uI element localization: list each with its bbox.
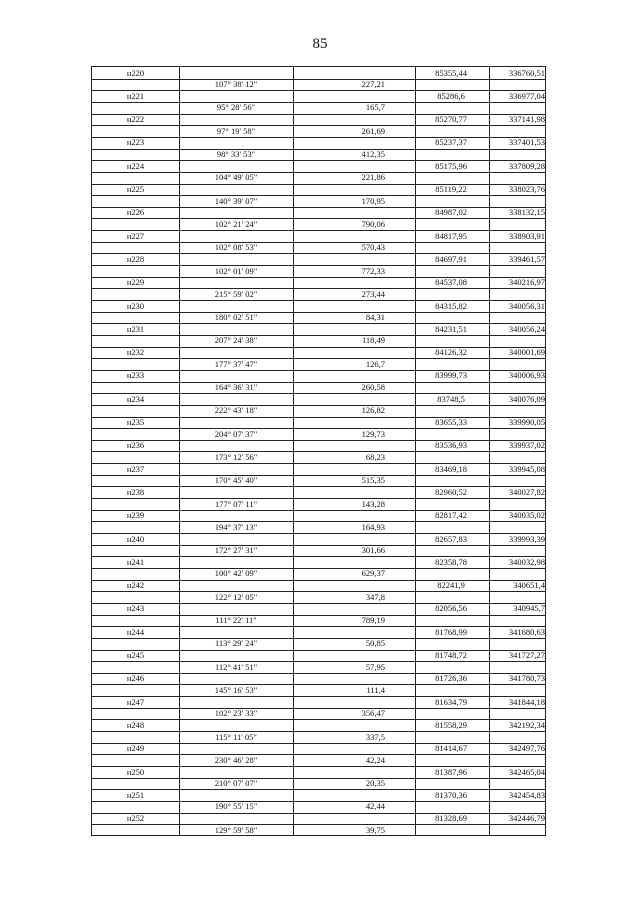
coordinate-x: 84537,08 bbox=[435, 277, 467, 288]
coordinate-y: 340076,09 bbox=[508, 393, 545, 404]
point-id: н220 bbox=[126, 67, 145, 78]
coordinate-x: 81387,96 bbox=[435, 766, 467, 777]
direction-angle: 190° 55' 15" bbox=[214, 801, 258, 812]
direction-angle: 122° 12' 05" bbox=[214, 591, 258, 602]
coordinate-y: 342497,76 bbox=[508, 743, 545, 754]
point-id: н241 bbox=[126, 556, 145, 567]
coordinate-y: 339945,08 bbox=[508, 463, 545, 474]
direction-angle: 230° 46' 28" bbox=[214, 754, 258, 765]
direction-angle: 100° 42' 09" bbox=[214, 568, 258, 579]
segment-length: 170,95 bbox=[361, 195, 385, 206]
coordinate-x: 84817,95 bbox=[435, 230, 467, 241]
point-id: н243 bbox=[126, 603, 145, 614]
direction-angle: 177° 37' 47" bbox=[214, 358, 258, 369]
point-id: н248 bbox=[126, 719, 145, 730]
segment-length: 39,75 bbox=[365, 824, 385, 835]
point-id: н236 bbox=[126, 440, 145, 451]
coordinate-y: 341780,73 bbox=[508, 673, 545, 684]
direction-angle: 102° 21' 24" bbox=[214, 218, 258, 229]
point-id: н228 bbox=[126, 253, 145, 264]
point-id: н246 bbox=[126, 673, 145, 684]
point-id: н221 bbox=[126, 90, 145, 101]
direction-angle: 172° 27' 31" bbox=[214, 545, 258, 556]
coordinate-y: 337401,53 bbox=[508, 137, 545, 148]
direction-angle: 194° 37' 13" bbox=[214, 521, 258, 532]
coordinate-y: 336760,51 bbox=[508, 67, 545, 78]
point-id: н240 bbox=[126, 533, 145, 544]
coordinate-x: 83748,5 bbox=[437, 393, 465, 404]
coordinate-y: 341680,63 bbox=[508, 626, 545, 637]
segment-length: 164,93 bbox=[361, 521, 385, 532]
coordinate-y: 340001,69 bbox=[508, 347, 545, 358]
segment-length: 570,43 bbox=[361, 242, 385, 253]
segment-length: 789,19 bbox=[361, 615, 385, 626]
segment-length: 42,24 bbox=[365, 754, 385, 765]
direction-angle: 102° 23' 33" bbox=[214, 708, 258, 719]
segment-length: 772,33 bbox=[361, 265, 385, 276]
coordinate-x: 81328,69 bbox=[435, 813, 467, 824]
coordinate-y: 337141,98 bbox=[508, 114, 545, 125]
point-id: н224 bbox=[126, 160, 145, 171]
coordinate-x: 85355,44 bbox=[435, 67, 467, 78]
point-id: н231 bbox=[126, 323, 145, 334]
point-id: н233 bbox=[126, 370, 145, 381]
point-id: н245 bbox=[126, 650, 145, 660]
coordinate-y: 340035,02 bbox=[508, 510, 545, 521]
point-id: н222 bbox=[126, 114, 145, 125]
coordinate-y: 339990,05 bbox=[508, 417, 545, 427]
direction-angle: 177° 07' 11" bbox=[214, 498, 258, 509]
coordinate-y: 340006,93 bbox=[508, 370, 545, 381]
segment-length: 227,21 bbox=[361, 79, 385, 90]
coordinate-y: 340027,82 bbox=[508, 486, 545, 497]
coordinate-x: 85237,37 bbox=[435, 137, 467, 148]
segment-length: 301,66 bbox=[361, 545, 385, 556]
coordinate-y: 338132,15 bbox=[508, 207, 545, 218]
coordinate-x: 83469,18 bbox=[435, 463, 467, 474]
coordinate-x: 82056,56 bbox=[435, 603, 467, 614]
coordinate-x: 82960,52 bbox=[435, 486, 467, 497]
coordinates-table bbox=[91, 66, 546, 836]
coordinate-x: 85286,6 bbox=[437, 90, 465, 101]
coordinate-y: 336977,04 bbox=[508, 90, 545, 101]
coordinate-x: 82358,78 bbox=[435, 556, 467, 567]
coordinate-y: 341844,18 bbox=[508, 696, 545, 707]
coordinate-x: 83655,33 bbox=[435, 417, 467, 427]
direction-angle: 140° 39' 07" bbox=[214, 195, 258, 206]
direction-angle: 210° 07' 07" bbox=[214, 778, 258, 789]
segment-length: 412,35 bbox=[361, 149, 385, 160]
coordinate-y: 340945,7 bbox=[513, 603, 545, 614]
segment-length: 515,35 bbox=[361, 475, 385, 486]
segment-length: 50,85 bbox=[365, 638, 385, 649]
point-id: н239 bbox=[126, 510, 145, 521]
direction-angle: 115° 11' 05" bbox=[215, 731, 257, 742]
coordinate-y: 338903,91 bbox=[508, 230, 545, 241]
coordinate-x: 82241,9 bbox=[437, 580, 465, 591]
point-id: н225 bbox=[126, 184, 145, 194]
point-id: н234 bbox=[126, 393, 145, 404]
segment-length: 273,44 bbox=[361, 288, 385, 299]
coordinate-y: 339461,57 bbox=[508, 253, 545, 264]
segment-length: 356,47 bbox=[361, 708, 385, 719]
direction-angle: 180° 02' 51" bbox=[214, 312, 258, 323]
point-id: н237 bbox=[126, 463, 145, 474]
coordinate-x: 82817,42 bbox=[435, 510, 467, 521]
coordinate-x: 81370,36 bbox=[435, 789, 467, 800]
coordinate-y: 340651,4 bbox=[513, 580, 545, 591]
direction-angle: 102° 01' 09" bbox=[214, 265, 258, 276]
coordinate-x: 84231,51 bbox=[435, 323, 467, 334]
point-id: н229 bbox=[126, 277, 145, 288]
coordinate-x: 81726,36 bbox=[435, 673, 467, 684]
coordinate-y: 341727,27 bbox=[508, 650, 545, 660]
point-id: н247 bbox=[126, 696, 145, 707]
coordinate-x: 85175,96 bbox=[435, 160, 467, 171]
segment-length: 126,7 bbox=[365, 358, 385, 369]
point-id: н249 bbox=[126, 743, 145, 754]
segment-length: 126,82 bbox=[361, 405, 385, 416]
segment-length: 337,5 bbox=[365, 731, 385, 742]
coordinate-x: 84126,32 bbox=[435, 347, 467, 358]
direction-angle: 113° 29' 24" bbox=[214, 638, 258, 649]
page-number: 85 bbox=[312, 36, 328, 52]
coordinate-y: 340216,97 bbox=[508, 277, 545, 288]
point-id: н227 bbox=[126, 230, 145, 241]
point-id: н252 bbox=[126, 813, 145, 824]
segment-length: 129,73 bbox=[361, 428, 385, 439]
coordinate-x: 83999,73 bbox=[435, 370, 467, 381]
point-id: н226 bbox=[126, 207, 145, 218]
segment-length: 118,49 bbox=[361, 335, 385, 346]
direction-angle: 97° 19' 58" bbox=[216, 125, 256, 136]
point-id: н251 bbox=[126, 789, 145, 800]
coordinate-y: 339937,02 bbox=[508, 440, 545, 451]
direction-angle: 104° 49' 05" bbox=[214, 172, 258, 183]
point-id: н250 bbox=[126, 766, 145, 777]
point-id: н244 bbox=[126, 626, 145, 637]
segment-length: 143,28 bbox=[361, 498, 385, 509]
direction-angle: 112° 41' 51" bbox=[214, 661, 258, 672]
coordinate-x: 84315,82 bbox=[435, 300, 467, 311]
segment-length: 260,58 bbox=[361, 382, 385, 393]
coordinate-x: 83536,93 bbox=[435, 440, 467, 451]
coordinate-x: 81748,72 bbox=[435, 650, 467, 660]
coordinate-x: 84987,02 bbox=[435, 207, 467, 218]
direction-angle: 215° 59' 02" bbox=[214, 288, 258, 299]
coordinate-x: 84697,91 bbox=[435, 253, 467, 264]
coordinate-x: 85119,22 bbox=[435, 184, 467, 194]
direction-angle: 95° 28' 56" bbox=[216, 102, 256, 113]
coordinate-y: 342446,79 bbox=[508, 813, 545, 824]
direction-angle: 111° 22' 11" bbox=[215, 615, 257, 626]
coordinate-y: 340032,98 bbox=[508, 556, 545, 567]
coordinate-y: 339993,39 bbox=[508, 533, 545, 544]
segment-length: 347,8 bbox=[365, 591, 385, 602]
direction-angle: 145° 16' 53" bbox=[214, 684, 258, 695]
segment-length: 20,35 bbox=[365, 778, 385, 789]
direction-angle: 129° 59' 58" bbox=[214, 824, 258, 835]
segment-length: 111,4 bbox=[366, 684, 385, 695]
coordinate-y: 340056,31 bbox=[508, 300, 545, 311]
segment-length: 42,44 bbox=[365, 801, 385, 812]
segment-length: 261,69 bbox=[361, 125, 385, 136]
segment-length: 84,31 bbox=[365, 312, 385, 323]
direction-angle: 207° 24' 38" bbox=[214, 335, 258, 346]
point-id: н230 bbox=[126, 300, 145, 311]
direction-angle: 107° 38' 12" bbox=[214, 79, 258, 90]
direction-angle: 173° 12' 56" bbox=[214, 451, 258, 462]
coordinate-y: 342454,83 bbox=[508, 789, 545, 800]
coordinate-y: 342192,34 bbox=[508, 719, 545, 730]
point-id: н235 bbox=[126, 417, 145, 427]
segment-length: 57,95 bbox=[365, 661, 385, 672]
segment-length: 221,86 bbox=[361, 172, 385, 183]
segment-length: 629,37 bbox=[361, 568, 385, 579]
point-id: н238 bbox=[126, 486, 145, 497]
direction-angle: 164° 36' 31" bbox=[214, 382, 258, 393]
segment-length: 790,06 bbox=[361, 218, 385, 229]
coordinate-x: 82657,83 bbox=[435, 533, 467, 544]
point-id: н242 bbox=[126, 580, 145, 591]
coordinate-x: 81768,99 bbox=[435, 626, 467, 637]
coordinate-y: 342465,04 bbox=[508, 766, 545, 777]
coordinate-y: 340056,24 bbox=[508, 323, 545, 334]
coordinate-y: 338023,76 bbox=[508, 184, 545, 194]
point-id: н223 bbox=[126, 137, 145, 148]
coordinate-x: 81414,67 bbox=[435, 743, 467, 754]
direction-angle: 204° 07' 37" bbox=[214, 428, 258, 439]
segment-length: 68,23 bbox=[365, 451, 385, 462]
direction-angle: 170° 45' 40" bbox=[214, 475, 258, 486]
point-id: н232 bbox=[126, 347, 145, 358]
coordinate-x: 85270,77 bbox=[435, 114, 467, 125]
direction-angle: 222° 43' 18" bbox=[214, 405, 258, 416]
coordinate-x: 81558,29 bbox=[435, 719, 467, 730]
direction-angle: 98° 33' 53" bbox=[216, 149, 256, 160]
coordinate-y: 337809,28 bbox=[508, 160, 545, 171]
segment-length: 165,7 bbox=[365, 102, 385, 113]
coordinate-x: 81634,79 bbox=[435, 696, 467, 707]
direction-angle: 102° 08' 53" bbox=[214, 242, 258, 253]
